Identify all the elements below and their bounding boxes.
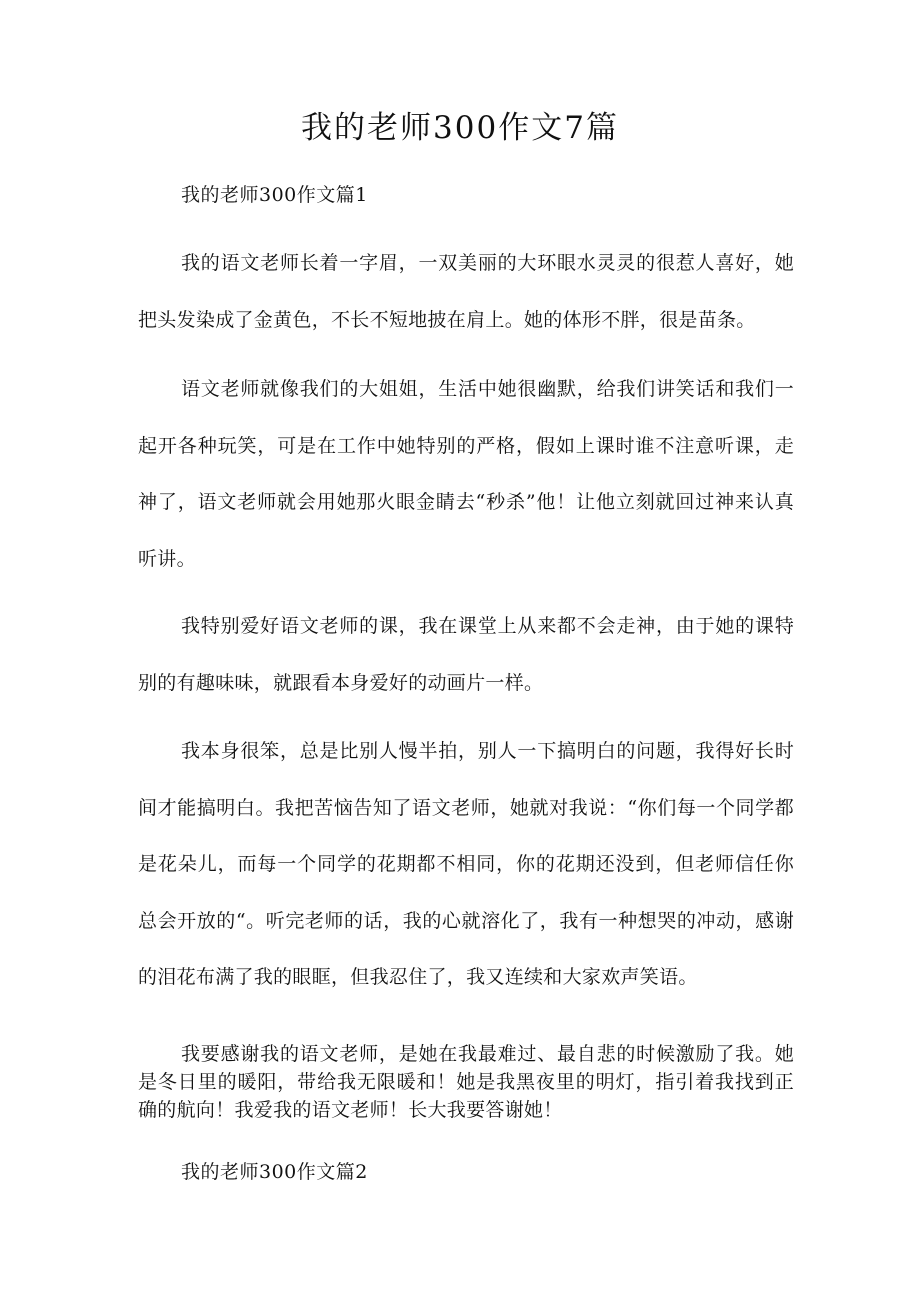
- paragraph-4: 我本身很笨，总是比别人慢半拍，别人一下搞明白的问题，我得好长时间才能搞明白。我把苦恼告知了语文老师，她就对我说：“你们每一个同学都是花朵儿，而每一个同学的花期都不相同，你的花期还没到，但老师信任你总会开放的“。听完老师的话，我的心就溶化了，我有一种想哭的冲动，感谢的泪花布满了我的眼眶，但我忍住了，我又连续和大家欢声笑语。: [138, 740, 794, 988]
- section-heading-2: 我的老师300作文篇2: [181, 1161, 368, 1183]
- document-title: 我的老师300作文7篇: [301, 110, 619, 146]
- paragraph-2: 语文老师就像我们的大姐姐，生活中她很幽默，给我们讲笑话和我们一起开各种玩笑，可是在工作中她特别的严格，假如上课时谁不注意听课，走神了，语文老师就会用她那火眼金睛去“秒杀”他！让他立刻就回过神来认真听讲。: [138, 378, 794, 570]
- paragraph-3: 我特别爱好语文老师的课，我在课堂上从来都不会走神，由于她的课特别的有趣味味，就跟看本身爱好的动画片一样。: [138, 615, 794, 694]
- paragraph-5: 我要感谢我的语文老师，是她在我最难过、最自悲的时候激励了我。她是冬日里的暖阳，带给我无限暖和！她是我黑夜里的明灯，指引着我找到正确的航向！我爱我的语文老师！长大我要答谢她！: [138, 1043, 794, 1121]
- section-heading-1: 我的老师300作文篇1: [181, 184, 368, 206]
- paragraph-1: 我的语文老师长着一字眉，一双美丽的大环眼水灵灵的很惹人喜好，她把头发染成了金黄色，不长不短地披在肩上。她的体形不胖，很是苗条。: [138, 252, 794, 331]
